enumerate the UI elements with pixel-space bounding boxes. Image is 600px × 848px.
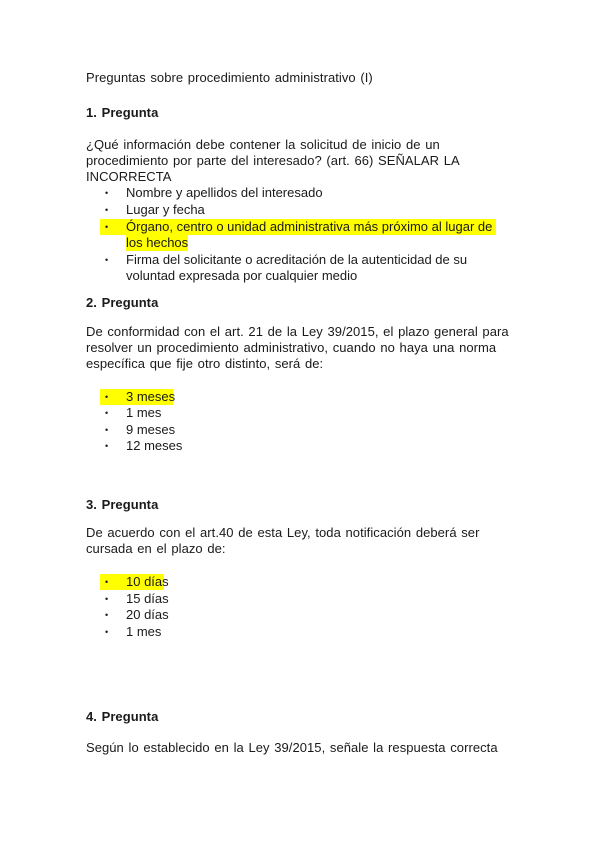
question-3-prompt-line-1: De acuerdo con el art.40 de esta Ley, toda notificación deberá ser bbox=[86, 525, 480, 540]
option-text: 12 meses bbox=[126, 438, 183, 453]
question-1-option-4-continuation: voluntad expresada por cualquier medio bbox=[126, 268, 358, 283]
question-3-option-1-highlighted bbox=[100, 574, 169, 590]
question-2-option-1-highlighted bbox=[100, 389, 176, 405]
question-3-heading: 3. Pregunta bbox=[86, 497, 159, 512]
bullet-icon: • bbox=[105, 205, 109, 215]
bullet-icon: • bbox=[105, 408, 109, 418]
question-1-option-3-continuation: los hechos bbox=[126, 235, 189, 250]
bullet-icon: • bbox=[105, 577, 109, 587]
document-title: Preguntas sobre procedimiento administrativo (I) bbox=[86, 70, 373, 85]
question-2-heading: 2. Pregunta bbox=[86, 295, 159, 310]
question-3-prompt-line-2: cursada en el plazo de: bbox=[86, 541, 226, 556]
option-text: Firma del solicitante o acreditación de la autenticidad de su bbox=[126, 252, 468, 267]
option-text: Órgano, centro o unidad administrativa más próximo al lugar de bbox=[126, 219, 493, 234]
bullet-icon: • bbox=[105, 610, 109, 620]
bullet-icon: • bbox=[105, 222, 109, 232]
option-text: 10 días bbox=[126, 574, 169, 589]
question-4-prompt-line-1: Según lo establecido en la Ley 39/2015, señale la respuesta correcta bbox=[86, 740, 498, 755]
question-2-prompt-line-3: específica que fije otro distinto, será de: bbox=[86, 356, 324, 371]
bullet-icon: • bbox=[105, 425, 109, 435]
question-2-prompt-line-1: De conformidad con el art. 21 de la Ley 39/2015, el plazo general para bbox=[86, 324, 509, 339]
bullet-icon: • bbox=[105, 255, 109, 265]
question-1-prompt-line-3: INCORRECTA bbox=[86, 169, 172, 184]
option-text: 20 días bbox=[126, 607, 169, 622]
option-text: 9 meses bbox=[126, 422, 176, 437]
bullet-icon: • bbox=[105, 627, 109, 637]
question-1-option-3-highlighted bbox=[100, 219, 496, 235]
option-text: 1 mes bbox=[126, 405, 162, 420]
option-text: 1 mes bbox=[126, 624, 162, 639]
bullet-icon: • bbox=[105, 441, 109, 451]
question-4-heading: 4. Pregunta bbox=[86, 709, 159, 724]
option-text: 3 meses bbox=[126, 389, 176, 404]
bullet-icon: • bbox=[105, 392, 109, 402]
question-2-prompt-line-2: resolver un procedimiento administrativo, cuando no haya una norma bbox=[86, 340, 497, 355]
question-1-prompt-line-2: procedimiento por parte del interesado? (art. 66) SEÑALAR LA bbox=[86, 153, 460, 168]
question-1-prompt-line-1: ¿Qué información debe contener la solicitud de inicio de un bbox=[86, 137, 440, 152]
option-text: 15 días bbox=[126, 591, 169, 606]
option-text: Nombre y apellidos del interesado bbox=[126, 185, 323, 200]
bullet-icon: • bbox=[105, 188, 109, 198]
question-1-heading: 1. Pregunta bbox=[86, 105, 159, 120]
bullet-icon: • bbox=[105, 594, 109, 604]
option-text: Lugar y fecha bbox=[126, 202, 205, 217]
